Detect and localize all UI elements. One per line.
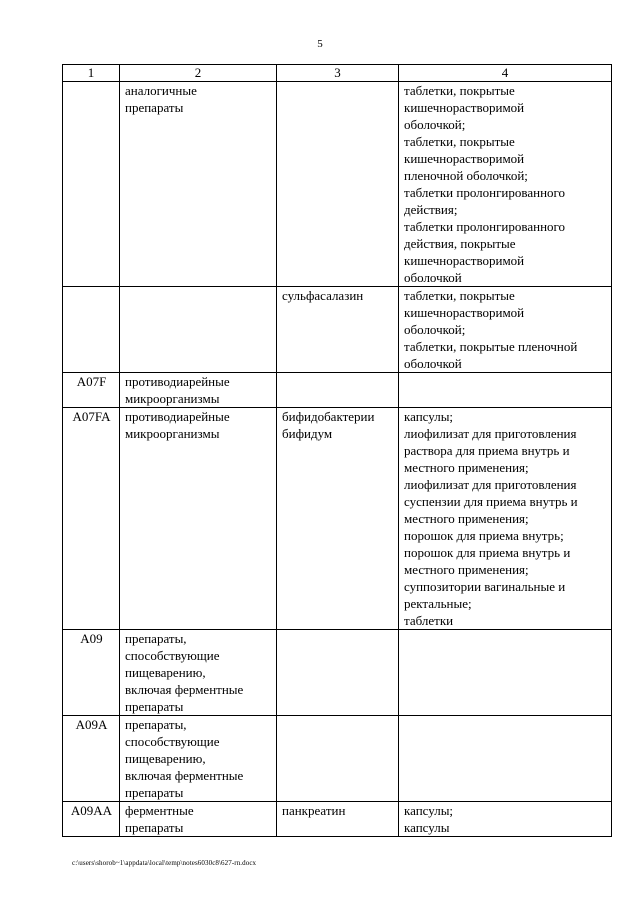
dosage-forms-cell <box>399 408 612 630</box>
cell-text-line: действия, покрытые <box>404 236 516 251</box>
column-header: 1 <box>63 65 120 82</box>
cell-text-line: препараты <box>125 699 184 714</box>
cell-text-line: капсулы; <box>404 409 454 424</box>
cell-text-line: местного применения; <box>404 511 529 526</box>
cell-text-line: действия; <box>404 202 458 217</box>
cell-text-line: оболочкой <box>404 270 462 285</box>
table-row <box>63 408 612 630</box>
cell-text-line: включая ферментные <box>125 768 244 783</box>
cell-text-line: препараты <box>125 785 184 800</box>
column-header: 4 <box>399 65 612 82</box>
cell-text-line: ферментные <box>125 803 194 818</box>
cell-text-line: капсулы <box>404 820 450 835</box>
substance-cell <box>277 373 399 408</box>
cell-text-line: раствора для приема внутрь и <box>404 443 570 458</box>
cell-text-line: таблетки пролонгированного <box>404 219 566 234</box>
group-name-cell <box>120 82 277 287</box>
atc-code-cell <box>63 287 120 373</box>
table-row <box>63 82 612 287</box>
cell-text-line: суппозитории вагинальные и <box>404 579 566 594</box>
dosage-forms-cell <box>399 630 612 716</box>
cell-text-line: препараты <box>125 100 184 115</box>
substance-cell <box>277 630 399 716</box>
cell-text-line: таблетки, покрытые <box>404 83 515 98</box>
cell-text-line: включая ферментные <box>125 682 244 697</box>
cell-text-line: бифидобактерии <box>282 409 375 424</box>
cell-text-line: порошок для приема внутрь; <box>404 528 564 543</box>
column-header: 2 <box>120 65 277 82</box>
atc-code-cell: A09 <box>63 630 120 716</box>
cell-text-line: кишечнорастворимой <box>404 100 525 115</box>
cell-text-line: препараты <box>125 820 184 835</box>
group-name-cell <box>120 373 277 408</box>
dosage-forms-cell <box>399 373 612 408</box>
dosage-forms-cell <box>399 716 612 802</box>
cell-text-line: оболочкой; <box>404 117 466 132</box>
group-name-cell <box>120 802 277 837</box>
cell-text-line: препараты, <box>125 631 187 646</box>
table-row <box>63 716 612 802</box>
dosage-forms-cell <box>399 287 612 373</box>
cell-text-line: способствующие <box>125 734 220 749</box>
atc-code-cell: A07FA <box>63 408 120 630</box>
cell-text-line: порошок для приема внутрь и <box>404 545 571 560</box>
substance-cell <box>277 82 399 287</box>
atc-code-cell: A09A <box>63 716 120 802</box>
cell-text-line: таблетки, покрытые <box>404 134 515 149</box>
dosage-forms-cell <box>399 82 612 287</box>
cell-text-line: оболочкой <box>404 356 462 371</box>
cell-text-line: микроорганизмы <box>125 426 220 441</box>
atc-code-cell: A07F <box>63 373 120 408</box>
group-name-cell <box>120 716 277 802</box>
column-header: 3 <box>277 65 399 82</box>
cell-text-line: кишечнорастворимой <box>404 305 525 320</box>
cell-text-line: таблетки, покрытые <box>404 288 515 303</box>
cell-text-line: кишечнорастворимой <box>404 253 525 268</box>
group-name-cell <box>120 287 277 373</box>
page-number: 5 <box>317 38 323 50</box>
group-name-cell <box>120 630 277 716</box>
cell-text-line: противодиарейные <box>125 374 230 389</box>
dosage-forms-cell <box>399 802 612 837</box>
cell-text-line: таблетки, покрытые пленочной <box>404 339 578 354</box>
cell-text-line: местного применения; <box>404 562 529 577</box>
table-row <box>63 373 612 408</box>
substance-cell <box>277 287 399 373</box>
cell-text-line: аналогичные <box>125 83 197 98</box>
cell-text-line: таблетки <box>404 613 454 628</box>
cell-text-line: оболочкой; <box>404 322 466 337</box>
drug-table <box>62 64 612 837</box>
cell-text-line: пищеварению, <box>125 665 206 680</box>
cell-text-line: лиофилизат для приготовления <box>404 426 577 441</box>
atc-code-cell: A09AA <box>63 802 120 837</box>
cell-text-line: сульфасалазин <box>282 288 364 303</box>
cell-text-line: местного применения; <box>404 460 529 475</box>
cell-text-line: панкреатин <box>282 803 346 818</box>
table-row <box>63 802 612 837</box>
cell-text-line: таблетки пролонгированного <box>404 185 566 200</box>
group-name-cell <box>120 408 277 630</box>
cell-text-line: микроорганизмы <box>125 391 220 406</box>
cell-text-line: способствующие <box>125 648 220 663</box>
substance-cell <box>277 408 399 630</box>
table-row <box>63 287 612 373</box>
substance-cell <box>277 716 399 802</box>
atc-code-cell <box>63 82 120 287</box>
cell-text-line: противодиарейные <box>125 409 230 424</box>
cell-text-line: ректальные; <box>404 596 472 611</box>
substance-cell <box>277 802 399 837</box>
table-row <box>63 630 612 716</box>
cell-text-line: пищеварению, <box>125 751 206 766</box>
cell-text-line: препараты, <box>125 717 187 732</box>
cell-text-line: лиофилизат для приготовления <box>404 477 577 492</box>
cell-text-line: бифидум <box>282 426 333 441</box>
cell-text-line: капсулы; <box>404 803 454 818</box>
cell-text-line: пленочной оболочкой; <box>404 168 528 183</box>
footer-file-path: c:\users\shorob~1\appdata\local\temp\notes6030c8\627-rn.docx <box>72 859 257 867</box>
cell-text-line: кишечнорастворимой <box>404 151 525 166</box>
table-header-row <box>63 65 612 82</box>
cell-text-line: суспензии для приема внутрь и <box>404 494 578 509</box>
